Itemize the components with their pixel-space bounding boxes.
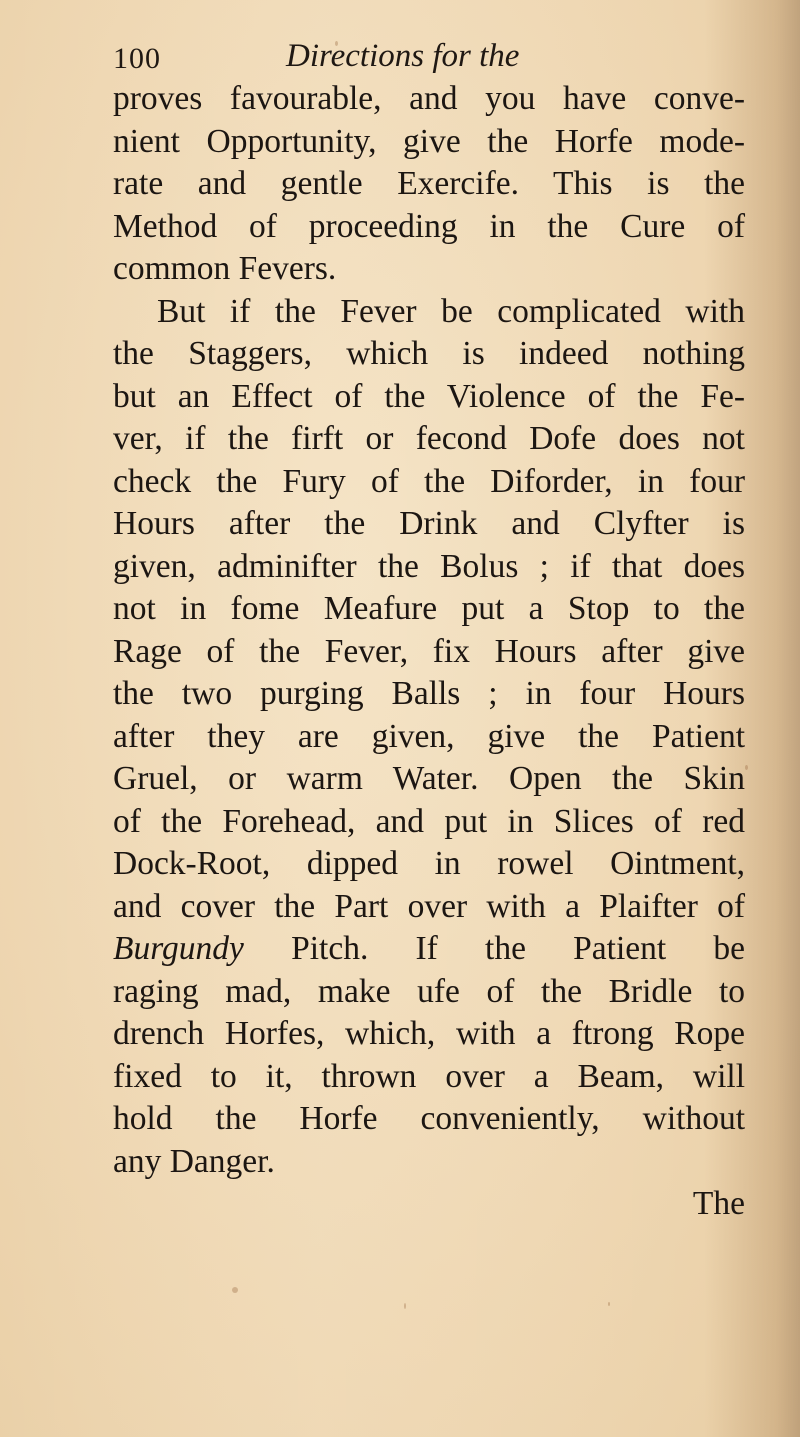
text-line-rest: Pitch. If the Patient be <box>243 930 745 967</box>
text-line: but an Effect of the Violence of the Fe- <box>113 377 745 415</box>
text-line: raging mad, make ufe of the Bridle to <box>113 972 745 1010</box>
text-line: ver, if the firft or fecond Dofe does not <box>113 420 745 457</box>
text-line <box>113 928 745 971</box>
running-head <box>113 38 745 80</box>
text-line: check the Fury of the Diforder, in four <box>113 462 745 500</box>
paper-speck <box>232 1287 238 1293</box>
text-line: Rage of the Fever, fix Hours after give <box>113 632 745 670</box>
text-line: and cover the Part over with a Plaifter of <box>113 887 745 925</box>
text-line: of the Forehead, and put in Slices of red <box>113 802 745 840</box>
body-text <box>113 78 745 1226</box>
text-line: any Danger. <box>113 1142 275 1180</box>
paper-speck <box>404 1303 406 1309</box>
text-line: the Staggers, which is indeed nothing <box>113 335 745 372</box>
text-line: rate and gentle Exercife. This is the <box>113 165 745 202</box>
text-line: Gruel, or warm Water. Open the Skin <box>113 760 745 797</box>
text-line: fixed to it, thrown over a Beam, will <box>113 1057 745 1095</box>
page-number: 100 <box>113 42 161 75</box>
text-line: hold the Horfe conveniently, without <box>113 1100 745 1137</box>
text-line: proves favourable, and you have conve- <box>113 80 745 117</box>
text-line: Dock-Root, dipped in rowel Ointment, <box>113 845 745 882</box>
text-line: drench Horfes, which, with a ftrong Rope <box>113 1015 745 1052</box>
paper-speck <box>335 41 338 46</box>
text-line: the two purging Balls ; in four Hours <box>113 675 745 712</box>
catchword: The <box>692 1185 745 1222</box>
paragraph-start-line: But if the Fever be complicated with <box>157 292 745 330</box>
paper-speck <box>608 1302 610 1306</box>
running-title: Directions for the <box>286 38 520 74</box>
text-line: not in fome Meafure put a Stop to the <box>113 590 745 627</box>
paper-speck <box>745 765 748 770</box>
italic-term: Burgundy <box>113 930 244 967</box>
text-line: common Fevers. <box>113 250 337 287</box>
text-line: Hours after the Drink and Clyfter is <box>113 505 745 542</box>
text-line: nient Opportunity, give the Horfe mode- <box>113 122 745 160</box>
text-line: Method of proceeding in the Cure of <box>113 207 745 245</box>
text-line: given, adminifter the Bolus ; if that does <box>113 547 745 585</box>
text-line: after they are given, give the Patient <box>113 717 745 755</box>
